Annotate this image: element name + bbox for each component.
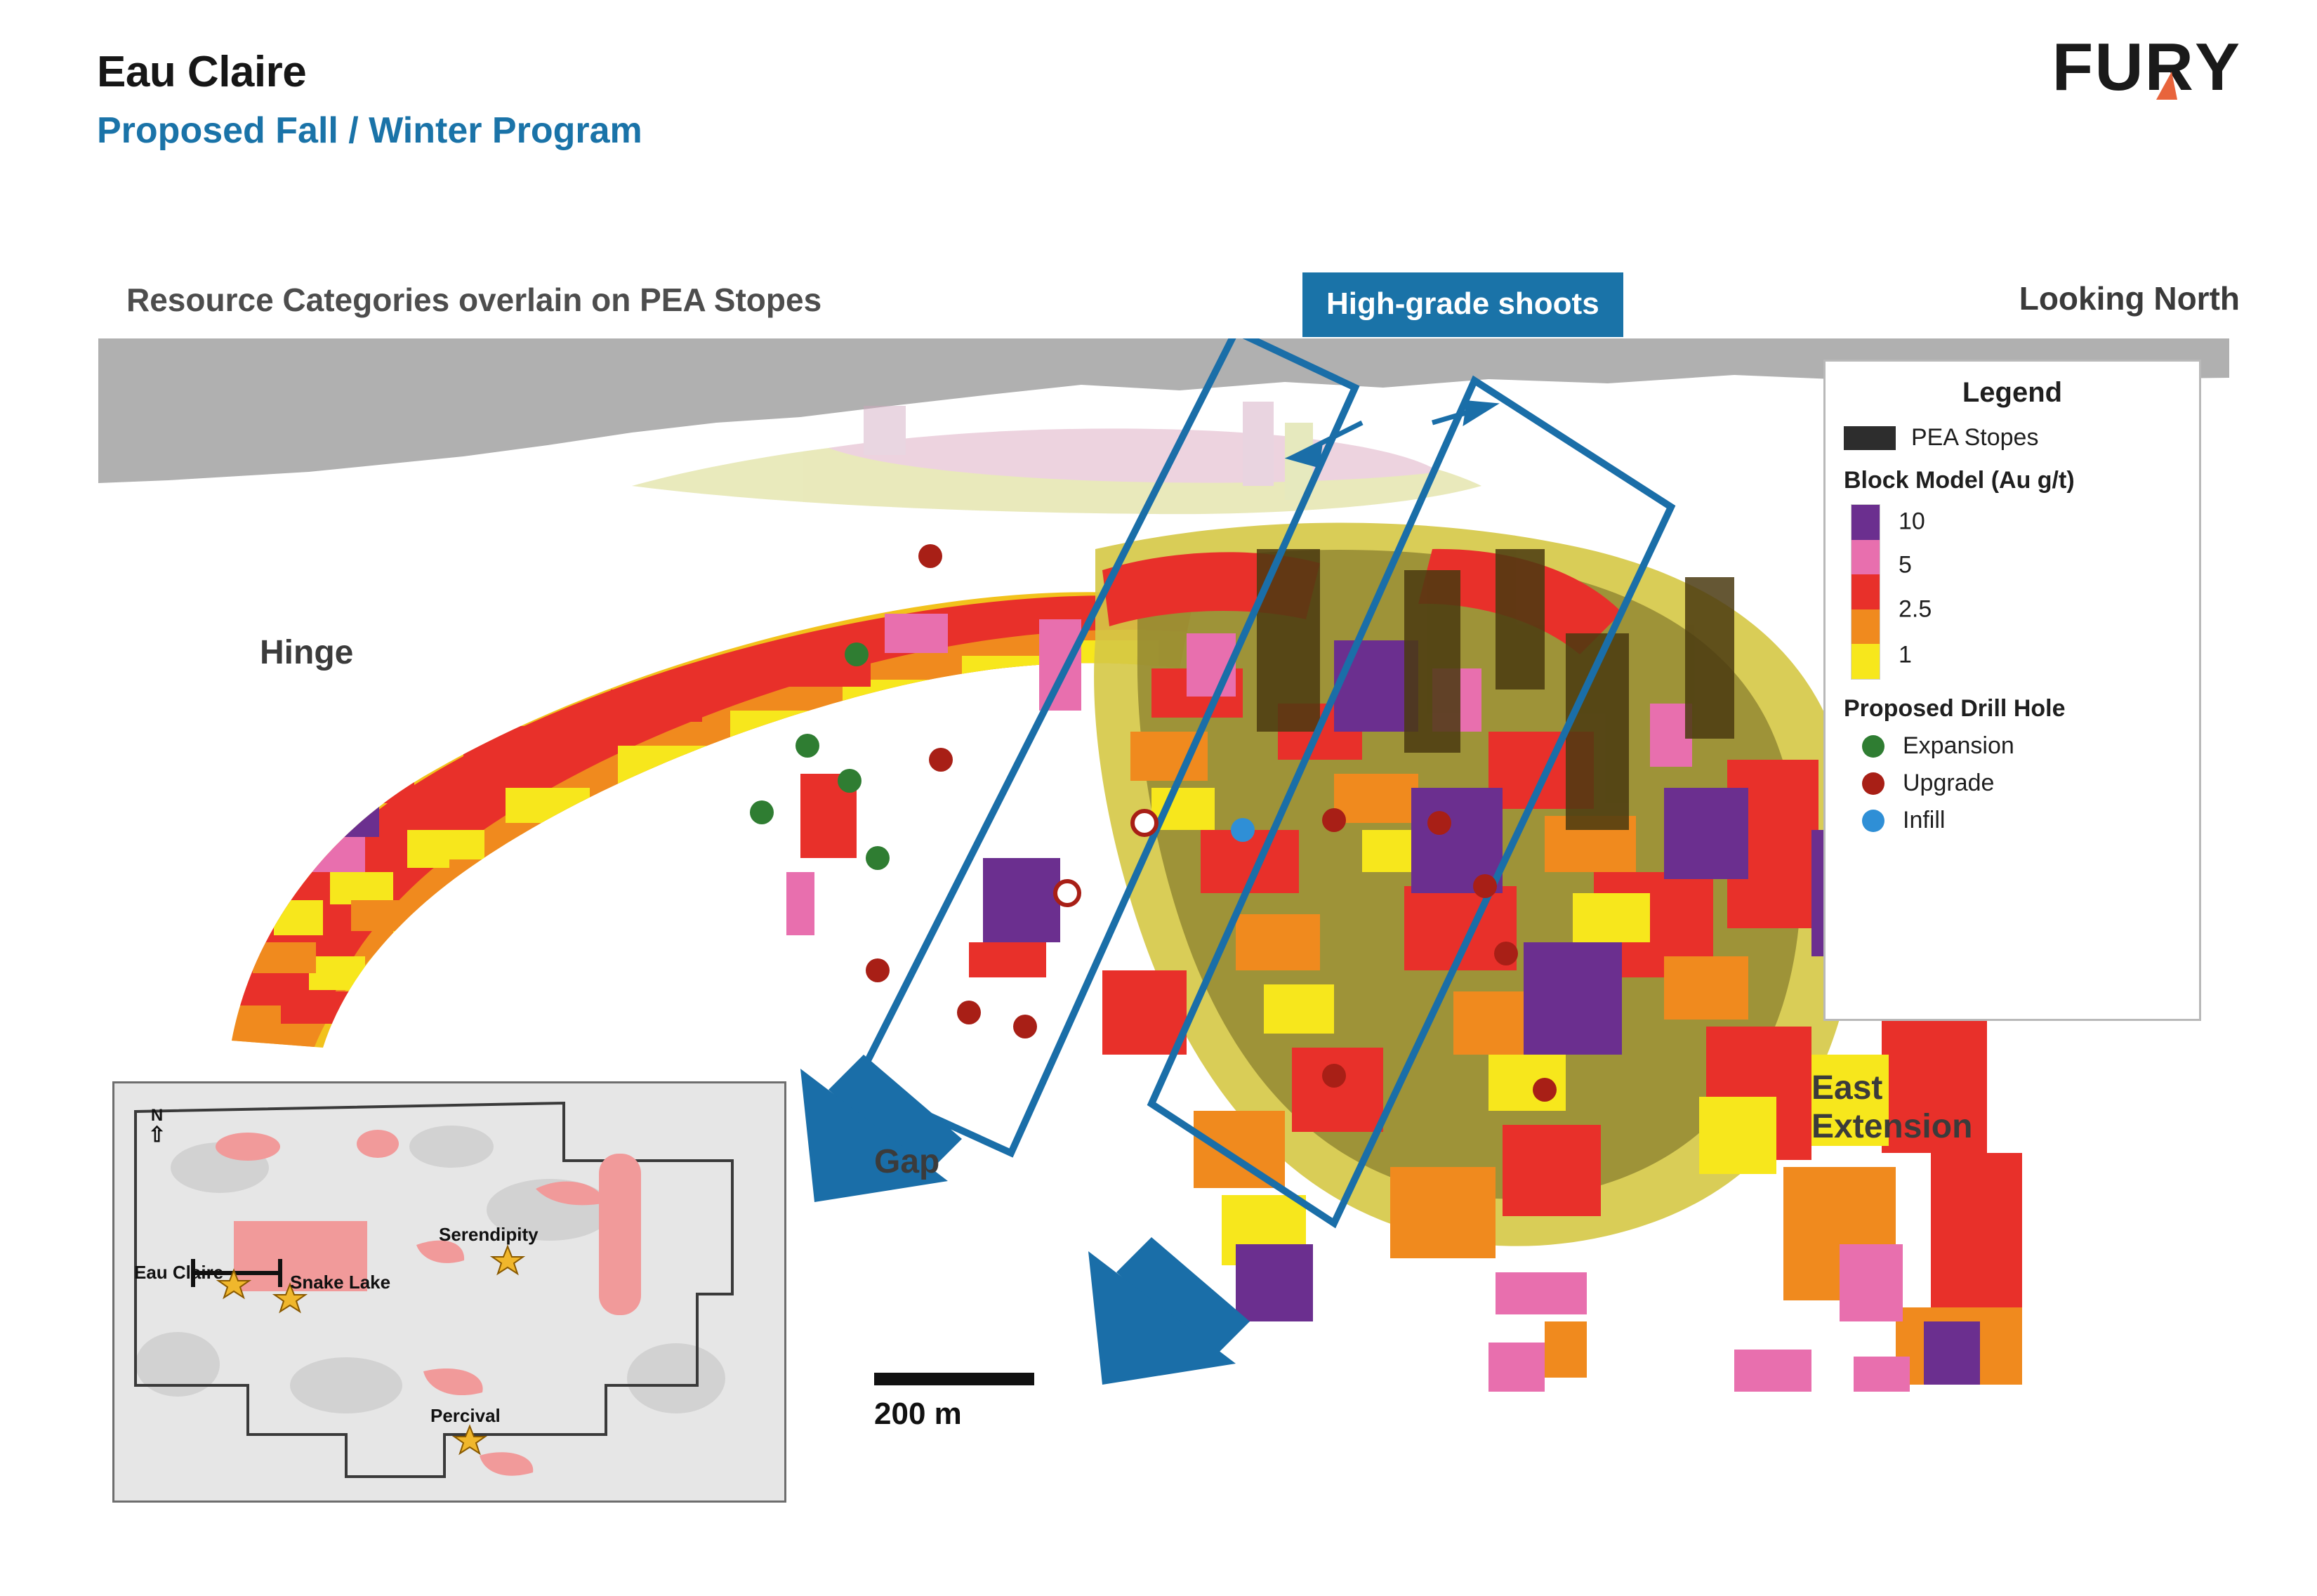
inset-label-eau-claire: Eau Claire — [134, 1262, 224, 1283]
domain-label-east-line2: Extension — [1811, 1108, 1973, 1146]
legend-row-infill — [1862, 807, 2181, 834]
domain-label-east-extension — [1811, 1069, 1972, 1146]
upgrade-label: Upgrade — [1903, 770, 1995, 796]
shallow-veil — [632, 402, 1481, 514]
page-title: Eau Claire — [97, 48, 307, 96]
pea-stopes-label: PEA Stopes — [1911, 424, 2039, 451]
domain-label-east-line1: East — [1811, 1069, 1883, 1107]
logo-text-fu: FU — [2052, 29, 2145, 105]
ramp-tick-5: 5 — [1899, 551, 1912, 579]
color-ramp-tick-labels — [1899, 504, 2025, 680]
high-grade-shoots-callout: High-grade shoots — [1302, 272, 1623, 337]
domain-label-gap: Gap — [874, 1143, 940, 1180]
expansion-dot-icon — [1862, 735, 1884, 758]
legend-row-upgrade — [1862, 770, 2181, 797]
ramp-tick-10: 10 — [1899, 508, 1925, 535]
block-model-heading: Block Model (Au g/t) — [1844, 467, 2075, 494]
legend-row-pea-stopes — [1844, 424, 2181, 451]
scale-bar-group — [874, 1373, 1085, 1432]
color-ramp-bar — [1851, 504, 1880, 680]
upgrade-dot-icon — [1862, 772, 1884, 795]
north-arrow-letter: N — [150, 1106, 164, 1125]
ramp-tick-1: 1 — [1899, 641, 1912, 668]
proposed-drill-hole-heading: Proposed Drill Hole — [1844, 695, 2066, 722]
inset-label-serendipity: Serendipity — [439, 1224, 539, 1245]
section-caption: Resource Categories overlain on PEA Stopes — [126, 282, 822, 318]
domain-label-hinge: Hinge — [260, 634, 354, 671]
pea-stopes-swatch — [1844, 426, 1896, 450]
ramp-tick-2-5: 2.5 — [1899, 595, 1932, 623]
inset-label-snake-lake: Snake Lake — [290, 1272, 391, 1293]
scale-bar-label: 200 m — [874, 1397, 962, 1431]
logo-text-r-wrap — [2144, 29, 2195, 105]
inset-location-map — [112, 1081, 786, 1503]
title-block — [97, 49, 642, 150]
logo-text-r: R — [2144, 29, 2195, 105]
inset-map-graphic — [114, 1083, 784, 1501]
north-arrow-icon: N ⇧ — [148, 1106, 166, 1147]
orientation-label: Looking North — [2019, 280, 2240, 317]
logo-text-y: Y — [2194, 29, 2241, 105]
infill-dot-icon — [1862, 810, 1884, 832]
expansion-label: Expansion — [1903, 732, 2014, 759]
logo-accent-triangle-icon — [2156, 72, 2177, 100]
page-subtitle: Proposed Fall / Winter Program — [97, 110, 642, 152]
legend-row-expansion — [1862, 732, 2181, 760]
infill-label: Infill — [1903, 807, 1946, 833]
direction-arrows — [800, 1055, 1250, 1385]
scale-bar — [874, 1373, 1034, 1385]
legend-panel — [1823, 360, 2201, 1021]
fury-logo — [2052, 29, 2241, 105]
inset-label-percival: Percival — [430, 1405, 501, 1426]
block-model-color-ramp — [1851, 504, 2181, 680]
legend-title: Legend — [1962, 377, 2063, 408]
